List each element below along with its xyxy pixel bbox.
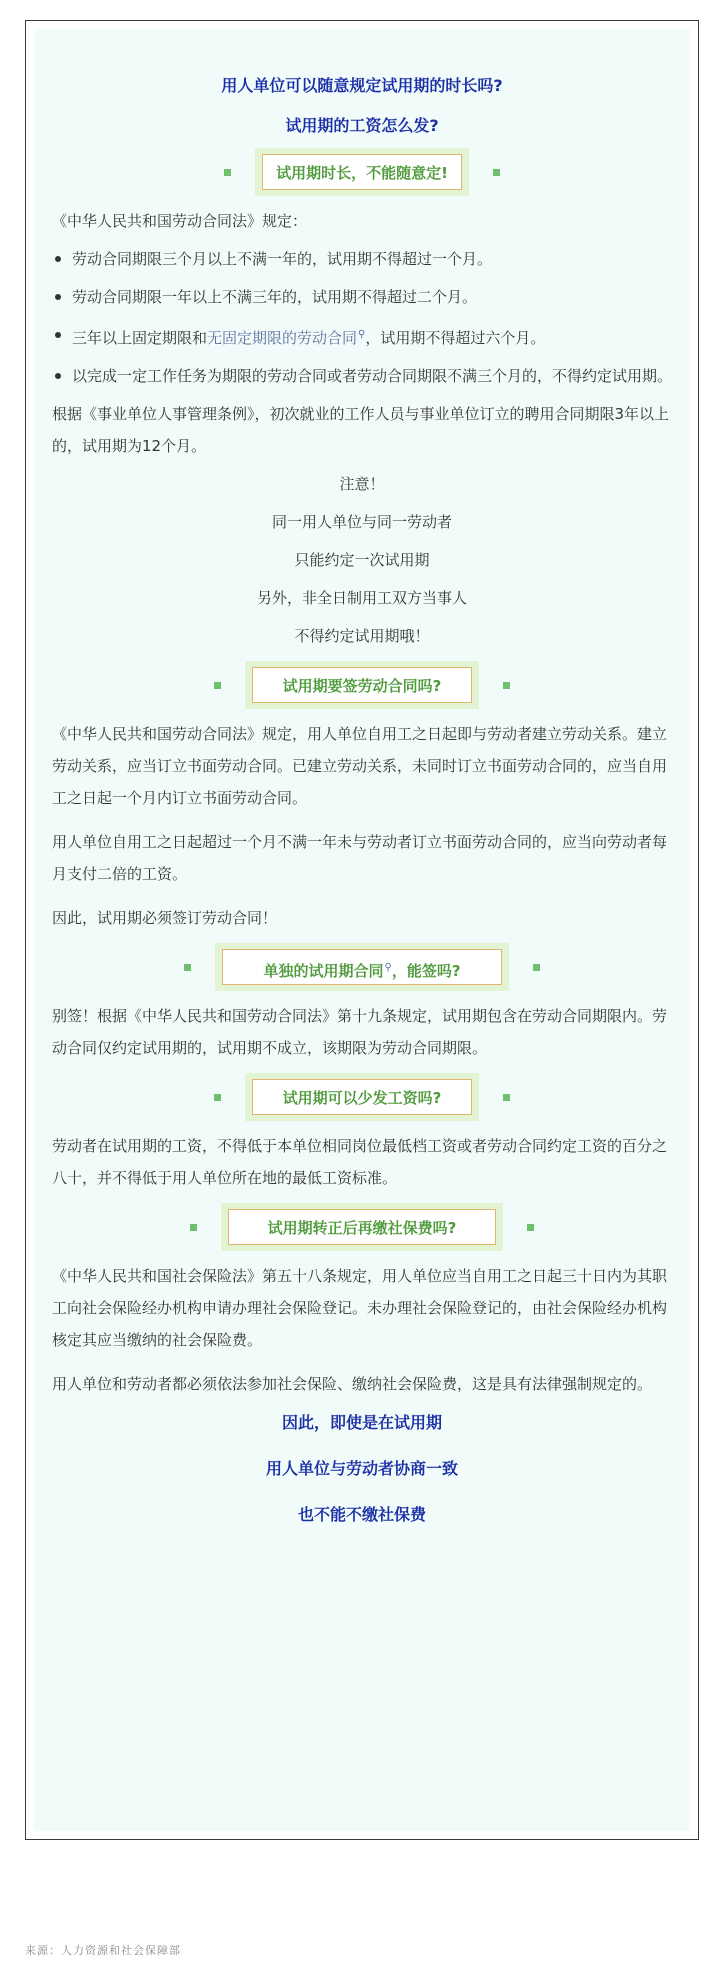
insurance-paragraph: 用人单位和劳动者都必须依法参加社会保险、缴纳社会保险费，这是具有法律强制规定的。: [52, 1375, 653, 1393]
section-heading-separate-contract: [52, 942, 672, 992]
note-line: 只能约定一次试用期: [294, 551, 430, 569]
note-line: 注意！: [339, 475, 385, 493]
heading-dot-left: [224, 169, 231, 176]
separate-contract-paragraph: 别签！根据《中华人民共和国劳动合同法》第十九条规定，试用期包含在劳动合同期限内。劳动合同仅约定试用期的，试用期不成立，该期限为劳动合同期限。: [52, 1007, 668, 1057]
note-line: 另外，非全日制用工双方当事人: [256, 589, 467, 607]
wages-paragraph: 劳动者在试用期的工资，不得低于本单位相同岗位最低档工资或者劳动合同约定工资的百分之八十，并不得低于用人单位所在地的最低工资标准。: [52, 1137, 668, 1187]
magnifier-icon: ⚲: [384, 962, 392, 973]
section-heading-contract: [52, 660, 672, 710]
heading-dot-right: [493, 169, 500, 176]
note-line: 不得约定试用期哦！: [294, 627, 430, 645]
article-frame: [25, 20, 699, 1840]
article-panel: [34, 29, 690, 1831]
section-heading-duration: [52, 147, 672, 197]
section-heading-wages: [52, 1072, 672, 1122]
heading-dot-right: [533, 964, 540, 971]
section-heading-text: 试用期时长，不能随意定!: [262, 154, 462, 190]
duration-rules-list: [52, 243, 672, 392]
contract-paragraph: 因此，试用期必须签订劳动合同！: [52, 909, 278, 927]
indefinite-contract-link[interactable]: 无固定期限的劳动合同: [207, 329, 358, 347]
regulation-paragraph: 根据《事业单位人事管理条例》，初次就业的工作人员与事业单位订立的聘用合同期限3年以上的，试用期为12个月。: [52, 405, 670, 455]
magnifier-icon: ⚲: [358, 329, 366, 340]
list-item: 劳动合同期限一年以上不满三年的，试用期不得超过二个月。: [72, 281, 672, 313]
section-heading-text: 单独的试用期合同⚲，能签吗?: [222, 949, 502, 985]
conclusion-line: 也不能不缴社保费: [297, 1505, 426, 1524]
probation-contract-link[interactable]: 试用期合同: [308, 962, 384, 980]
list-item: 劳动合同期限三个月以上不满一年的，试用期不得超过一个月。: [72, 243, 672, 275]
heading-dot-right: [503, 1094, 510, 1101]
contract-paragraph: 《中华人民共和国劳动合同法》规定，用人单位自用工之日起即与劳动者建立劳动关系。建立劳动关系，应当订立书面劳动合同。已建立劳动关系，未同时订立书面劳动合同的，应当自用工之日起一个月内订立书面劳动合同。: [52, 725, 668, 807]
heading-dot-left: [214, 682, 221, 689]
section-heading-text: 试用期可以少发工资吗?: [252, 1079, 472, 1115]
contract-paragraph: 用人单位自用工之日起超过一个月不满一年未与劳动者订立书面劳动合同的，应当向劳动者每月支付二倍的工资。: [52, 833, 668, 883]
heading-dot-right: [527, 1224, 534, 1231]
conclusion-line: 用人单位与劳动者协商一致: [265, 1459, 458, 1478]
heading-dot-left: [184, 964, 191, 971]
note-line: 同一用人单位与同一劳动者: [271, 513, 452, 531]
section-heading-text: 试用期转正后再缴社保费吗?: [228, 1209, 496, 1245]
article-title-line2: 试用期的工资怎么发?: [285, 116, 439, 135]
article-title-line1: 用人单位可以随意规定试用期的时长吗?: [221, 76, 503, 95]
heading-dot-right: [503, 682, 510, 689]
heading-dot-left: [214, 1094, 221, 1101]
list-item: 以完成一定工作任务为期限的劳动合同或者劳动合同期限不满三个月的，不得约定试用期。: [72, 360, 672, 392]
section-heading-text: 试用期要签劳动合同吗?: [252, 667, 472, 703]
law-intro: 《中华人民共和国劳动合同法》规定：: [52, 212, 308, 230]
source-credit: 来源：人力资源和社会保障部: [25, 1944, 181, 1957]
list-item: 三年以上固定期限和无固定期限的劳动合同⚲，试用期不得超过六个月。: [72, 319, 672, 354]
conclusion-line: 因此，即使是在试用期: [281, 1413, 442, 1432]
insurance-paragraph: 《中华人民共和国社会保险法》第五十八条规定，用人单位应当自用工之日起三十日内为其职工向社会保险经办机构申请办理社会保险登记。未办理社会保险登记的，由社会保险经办机构核定其应当缴纳的社会保险费。: [52, 1267, 668, 1349]
heading-dot-left: [190, 1224, 197, 1231]
section-heading-social-insurance: [52, 1202, 672, 1252]
